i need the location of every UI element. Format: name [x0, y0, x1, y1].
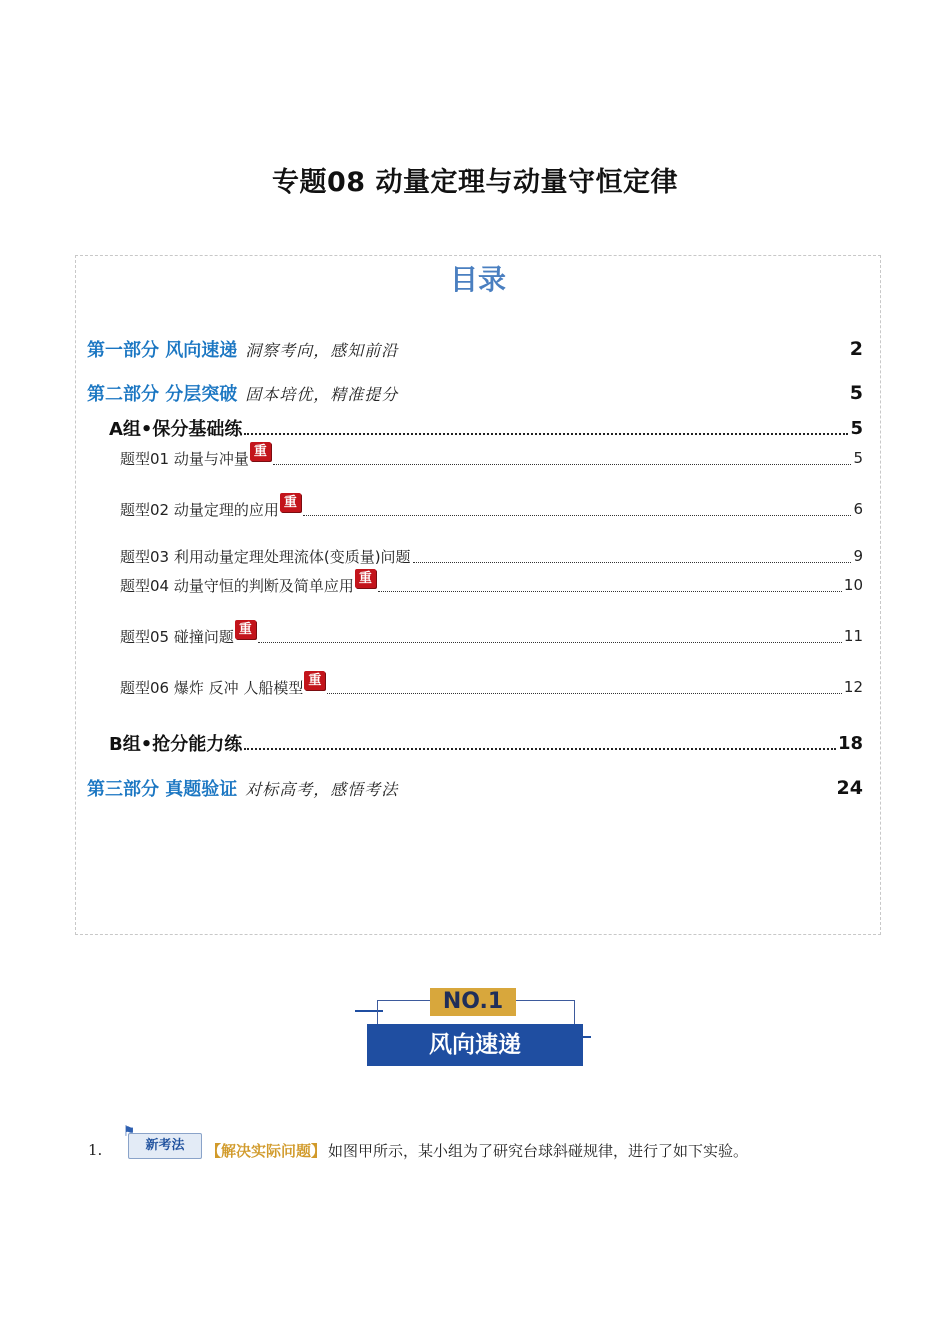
toc-heading: 目录	[449, 263, 506, 296]
toc-part-1[interactable]	[87, 334, 863, 364]
group-label: B组•抢分能力练	[109, 734, 243, 755]
toc-group-b[interactable]	[109, 729, 863, 757]
part-page-number: 5	[849, 382, 863, 404]
entry-page-number: 9	[853, 547, 863, 565]
toc-part-3[interactable]	[87, 773, 863, 803]
dot-leader	[258, 642, 842, 643]
entry-label: 题型01 动量与冲量	[120, 449, 249, 468]
part-label: 第三部分 真题验证	[87, 779, 238, 800]
toc-entry-04[interactable]	[120, 572, 863, 598]
part-subtitle: 洞察考向，感知前沿	[245, 340, 399, 360]
entry-page-number: 11	[843, 627, 863, 645]
dot-leader	[303, 515, 852, 516]
dot-leader	[273, 464, 852, 465]
document-title: 专题08 动量定理与动量守恒定律	[272, 167, 678, 198]
key-point-badge: 重	[250, 442, 271, 461]
toc-entry-02[interactable]	[120, 496, 863, 522]
group-page-number: 5	[850, 417, 863, 439]
toc-group-a[interactable]	[109, 414, 863, 442]
new-method-label: 新考法	[145, 1138, 185, 1153]
dot-leader	[413, 562, 852, 563]
section-title: 风向速递	[367, 1024, 583, 1066]
toc-entry-01[interactable]	[120, 445, 863, 471]
key-point-badge: 重	[280, 493, 301, 512]
section-banner	[355, 988, 595, 1070]
key-point-badge: 重	[304, 671, 325, 690]
entry-page-number: 6	[853, 500, 863, 518]
question-text: 如图甲所示，某小组为了研究台球斜碰规律，进行了如下实验。	[328, 1141, 749, 1160]
key-point-badge: 重	[235, 620, 256, 639]
part-subtitle: 对标高考，感悟考法	[245, 779, 399, 799]
part-page-number: 24	[836, 777, 863, 799]
table-of-contents	[75, 255, 881, 935]
entry-label: 题型06 爆炸 反冲 人船模型	[120, 678, 304, 697]
new-method-tag	[122, 1124, 202, 1159]
toc-entry-06[interactable]	[120, 674, 863, 700]
group-page-number: 18	[837, 732, 863, 754]
entry-page-number: 5	[853, 449, 863, 467]
part-label: 第二部分 分层突破	[87, 384, 238, 405]
section-number: NO.1	[430, 988, 516, 1016]
dot-leader	[378, 591, 842, 592]
question-number: 1.	[88, 1141, 103, 1159]
entry-label: 题型05 碰撞问题	[120, 627, 234, 646]
entry-page-number: 12	[843, 678, 863, 696]
entry-label: 题型02 动量定理的应用	[120, 500, 279, 519]
entry-label: 题型04 动量守恒的判断及简单应用	[120, 576, 354, 595]
flag-icon: ⚑	[122, 1124, 136, 1140]
toc-part-2[interactable]	[87, 378, 863, 408]
key-point-badge: 重	[355, 569, 376, 588]
dot-leader	[244, 748, 836, 750]
toc-entry-05[interactable]	[120, 623, 863, 649]
entry-label: 题型03 利用动量定理处理流体(变质量)问题	[120, 547, 411, 566]
part-page-number: 2	[849, 338, 863, 360]
dot-leader	[327, 693, 842, 694]
entry-page-number: 10	[843, 576, 863, 594]
toc-entry-03[interactable]	[120, 543, 863, 569]
question-category-tag: 【解决实际问题】	[206, 1141, 327, 1160]
part-subtitle: 固本培优，精准提分	[245, 384, 399, 404]
part-label: 第一部分 风向速递	[87, 340, 238, 361]
question-item	[88, 1124, 749, 1168]
group-label: A组•保分基础练	[109, 419, 243, 440]
banner-decoration	[577, 1036, 591, 1038]
dot-leader	[244, 433, 848, 435]
